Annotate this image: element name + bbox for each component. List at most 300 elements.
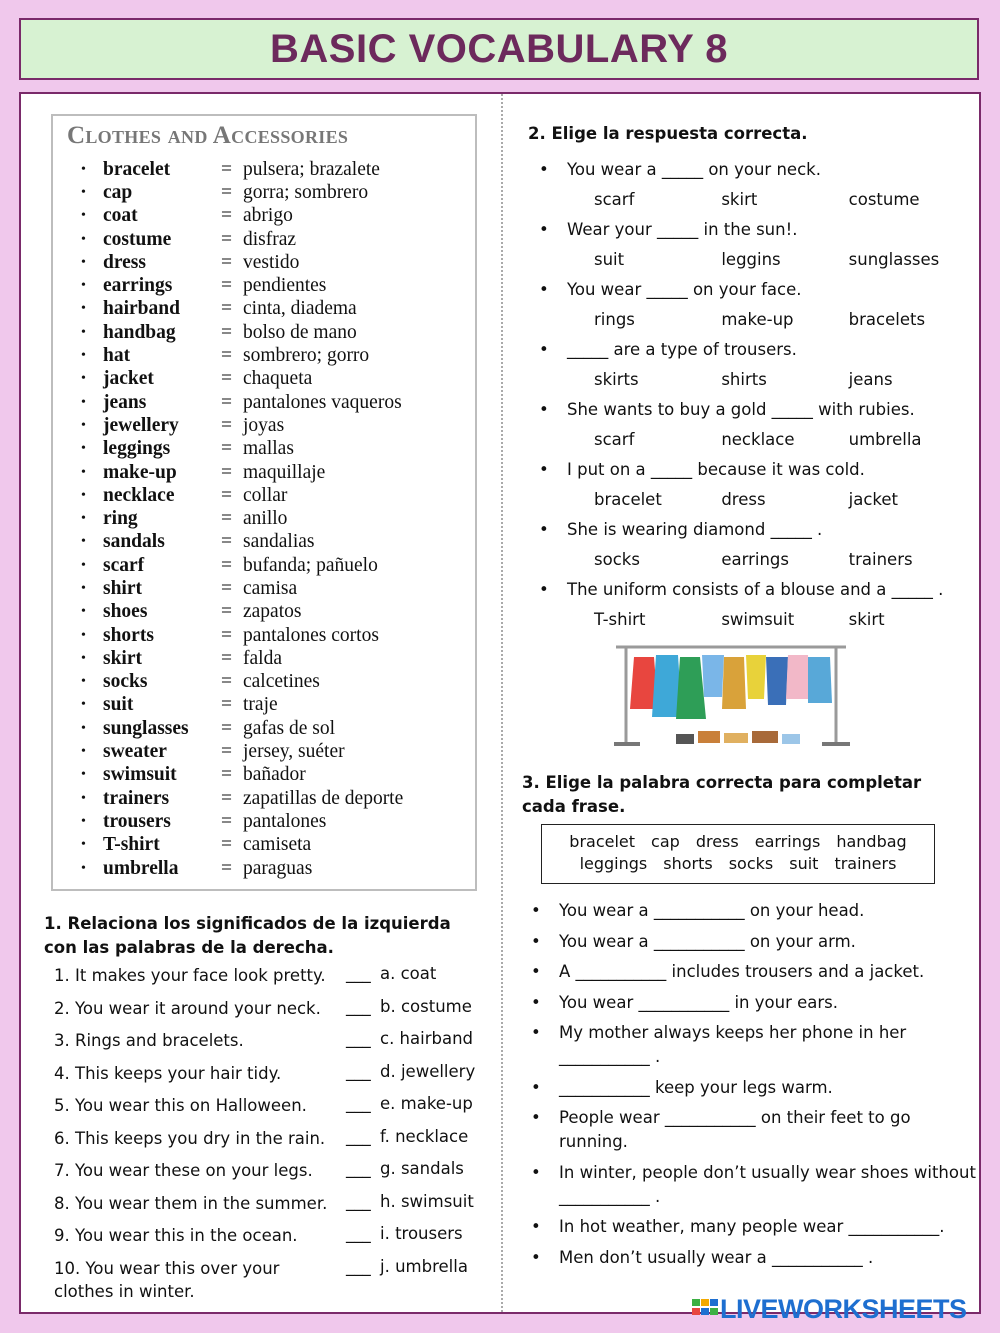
mc-options	[536, 604, 976, 634]
vocab-english: cap	[103, 181, 133, 203]
match-option: d. jewellery	[380, 1061, 476, 1081]
fill-in-text: In winter, people don’t usually wear shoes without ___________ .	[559, 1162, 976, 1206]
vocab-english: socks	[103, 671, 148, 693]
vocab-spanish: anillo	[243, 508, 288, 530]
mc-option[interactable]: jeans	[848, 369, 893, 389]
vocab-english: leggings	[103, 438, 171, 460]
vocabulary-box	[51, 114, 477, 891]
word-bank-word: handbag	[836, 832, 907, 851]
equals-sign: =	[221, 787, 232, 809]
match-question: 2. You wear it around your neck.	[54, 998, 321, 1018]
vocab-english: costume	[103, 228, 172, 250]
equals-sign: =	[221, 554, 232, 576]
match-answer-blank[interactable]: ___	[346, 1191, 371, 1211]
vocab-item	[81, 228, 403, 251]
vocab-item	[81, 274, 403, 297]
equals-sign: =	[221, 275, 232, 297]
mc-question	[536, 274, 976, 304]
mc-question-text: You wear _____ on your face.	[567, 279, 802, 299]
equals-sign: =	[221, 414, 232, 436]
bullet-icon: •	[81, 371, 86, 387]
vocab-english: skirt	[103, 647, 142, 669]
word-bank-word: trainers	[834, 854, 897, 873]
bullet-icon: •	[81, 487, 86, 503]
fill-in-item[interactable]	[531, 1246, 976, 1270]
mc-option[interactable]: shirts	[721, 369, 767, 389]
vocab-english: trousers	[103, 810, 171, 832]
vocab-english: scarf	[103, 554, 145, 576]
bullet-icon: •	[81, 744, 86, 760]
vocab-english: trainers	[103, 787, 170, 809]
vocab-spanish: pendientes	[243, 275, 327, 297]
vocab-english: hat	[103, 345, 131, 367]
mc-options	[536, 364, 976, 394]
vocab-english: jewellery	[103, 414, 179, 436]
fill-in-item[interactable]	[531, 899, 976, 923]
equals-sign: =	[221, 717, 232, 739]
fill-in-text: You wear a ___________ on your arm.	[559, 931, 856, 951]
vocab-item	[81, 461, 403, 484]
equals-sign: =	[221, 694, 232, 716]
bullet-icon: •	[531, 1108, 541, 1127]
vocab-item	[81, 321, 403, 344]
match-answer-blank[interactable]: ___	[346, 1061, 371, 1081]
vocab-item	[81, 577, 403, 600]
match-answer-blank[interactable]: ___	[346, 1094, 371, 1113]
bullet-icon: •	[81, 417, 86, 433]
vocab-item	[81, 344, 403, 367]
word-bank-word: suit	[789, 854, 819, 873]
vocab-spanish: zapatillas de deporte	[243, 787, 404, 809]
mc-option[interactable]: costume	[848, 189, 920, 209]
match-row	[54, 1127, 479, 1160]
vocab-english: ring	[103, 508, 138, 530]
vocab-item	[81, 694, 403, 717]
equals-sign: =	[221, 531, 232, 553]
vocab-item	[81, 391, 403, 414]
bullet-icon: •	[81, 511, 86, 527]
equals-sign: =	[221, 391, 232, 413]
bullet-icon: •	[81, 184, 86, 200]
mc-question-text: She wants to buy a gold _____ with rubies.	[567, 399, 915, 419]
equals-sign: =	[221, 810, 232, 832]
equals-sign: =	[221, 368, 232, 390]
vocab-item	[81, 205, 403, 228]
vocab-item	[81, 764, 403, 787]
mc-question	[536, 514, 976, 544]
bullet-icon: •	[81, 674, 86, 690]
mc-options	[536, 544, 976, 574]
match-answer-blank[interactable]: ___	[346, 1224, 371, 1243]
bullet-icon: •	[539, 279, 549, 299]
vocab-spanish: falda	[243, 647, 282, 669]
match-question: 7. You wear these on your legs.	[54, 1161, 313, 1180]
bullet-icon: •	[81, 161, 86, 177]
vocab-spanish: bolso de mano	[243, 321, 357, 343]
vocab-english: T-shirt	[103, 834, 160, 856]
match-answer-blank[interactable]: ___	[346, 1029, 371, 1048]
mc-question-text: The uniform consists of a blouse and a _____ .	[567, 579, 944, 599]
bullet-icon: •	[81, 301, 86, 317]
vocab-english: suit	[103, 694, 134, 716]
section3-title	[522, 771, 921, 819]
mc-question	[536, 454, 976, 484]
vocab-item	[81, 787, 403, 810]
vocab-spanish: gafas de sol	[243, 717, 336, 739]
vocab-english: bracelet	[103, 158, 171, 180]
vocab-item	[81, 298, 403, 321]
bullet-icon: •	[539, 399, 549, 419]
equals-sign: =	[221, 834, 232, 856]
vocab-spanish: paraguas	[243, 857, 313, 879]
fill-in-item[interactable]	[531, 1106, 976, 1154]
vocab-english: jeans	[103, 391, 147, 413]
mc-question	[536, 214, 976, 244]
mc-options	[536, 424, 976, 454]
fill-in-item[interactable]	[531, 991, 976, 1015]
vocab-item	[81, 740, 403, 763]
equals-sign: =	[221, 298, 232, 320]
vocab-item	[81, 484, 403, 507]
vocab-item	[81, 368, 403, 391]
bullet-icon: •	[531, 1023, 541, 1042]
vocab-item	[81, 717, 403, 740]
fill-in-item[interactable]	[531, 960, 976, 984]
match-row	[54, 1159, 479, 1192]
vocab-spanish: calcetines	[243, 671, 320, 693]
vocab-item	[81, 181, 403, 204]
logo-text: LIVEWORKSHEETS	[720, 1294, 967, 1324]
vocabulary-list	[81, 158, 403, 880]
vocab-english: coat	[103, 205, 138, 227]
equals-sign: =	[221, 577, 232, 599]
fill-in-item[interactable]	[531, 1215, 976, 1239]
equals-sign: =	[221, 484, 232, 506]
match-option: c. hairband	[380, 1029, 474, 1048]
vocab-item	[81, 251, 403, 274]
bullet-icon: •	[81, 464, 86, 480]
fill-in-text: People wear ___________ on their feet to go running.	[559, 1108, 911, 1151]
bullet-icon: •	[539, 219, 549, 239]
section1-title-line1: 1. Relaciona los significados de la izquierda	[44, 914, 451, 933]
vocab-spanish: bañador	[243, 764, 306, 786]
match-row	[54, 1256, 479, 1301]
vocab-english: hairband	[103, 298, 180, 320]
word-bank-word: bracelet	[569, 832, 636, 851]
match-option: b. costume	[380, 996, 472, 1016]
match-answer-blank[interactable]: ___	[346, 1126, 371, 1146]
mc-option[interactable]: make-up	[721, 309, 794, 329]
word-bank-row	[542, 831, 934, 853]
bullet-icon: •	[539, 579, 549, 599]
mc-question-text: You wear a _____ on your neck.	[567, 159, 821, 179]
mc-option[interactable]: scarf	[594, 429, 635, 449]
bullet-icon: •	[531, 1217, 541, 1236]
section1-title-line2: con las palabras de la derecha.	[44, 938, 334, 957]
vocab-item	[81, 531, 403, 554]
mc-options	[536, 304, 976, 334]
mc-option[interactable]: socks	[594, 549, 640, 569]
fill-in-text: You wear ___________ in your ears.	[559, 992, 838, 1012]
mc-option[interactable]: scarf	[594, 189, 635, 209]
vocab-spanish: camisa	[243, 577, 298, 599]
match-question: 4. This keeps your hair tidy.	[54, 1063, 282, 1083]
title-banner	[19, 18, 979, 80]
mc-option[interactable]: leggins	[721, 249, 781, 269]
match-question: 8. You wear them in the summer.	[54, 1193, 328, 1213]
bullet-icon: •	[81, 697, 86, 713]
bullet-icon: •	[81, 557, 86, 573]
word-bank-word: dress	[695, 832, 739, 851]
bullet-icon: •	[81, 441, 86, 457]
fill-in-text: You wear a ___________ on your head.	[559, 901, 865, 920]
vocab-spanish: mallas	[243, 438, 294, 460]
vocab-english: jacket	[103, 368, 154, 390]
vocab-english: sandals	[103, 531, 165, 553]
bullet-icon: •	[539, 519, 549, 539]
match-answer-blank[interactable]: ___	[346, 1256, 371, 1276]
vocab-english: sunglasses	[103, 717, 189, 739]
equals-sign: =	[221, 251, 232, 273]
vocab-spanish: jersey, suéter	[243, 741, 345, 763]
bullet-icon: •	[531, 1077, 541, 1097]
match-option: j. umbrella	[380, 1256, 468, 1276]
bullet-icon: •	[81, 348, 86, 364]
equals-sign: =	[221, 741, 232, 763]
vocab-spanish: collar	[243, 484, 288, 506]
bullet-icon: •	[81, 278, 86, 294]
fill-in-item[interactable]	[531, 930, 976, 954]
bullet-icon: •	[81, 394, 86, 410]
fill-in-text: My mother always keeps her phone in her ___________ .	[559, 1023, 907, 1066]
vocab-english: shoes	[103, 601, 148, 623]
mc-option[interactable]: skirts	[594, 369, 639, 389]
mc-question-text: She is wearing diamond _____ .	[567, 519, 823, 539]
vocab-english: handbag	[103, 321, 176, 343]
vocab-english: shorts	[103, 624, 154, 646]
mc-option[interactable]: dress	[721, 489, 766, 509]
word-bank-row	[542, 853, 934, 875]
vocab-spanish: camiseta	[243, 834, 312, 856]
vocab-spanish: pantalones cortos	[243, 624, 379, 646]
vocab-item	[81, 834, 403, 857]
bullet-icon: •	[531, 1247, 541, 1267]
column-divider	[501, 94, 503, 1312]
vocab-english: sweater	[103, 741, 167, 763]
mc-option[interactable]: umbrella	[848, 429, 922, 449]
mc-option[interactable]: jacket	[848, 489, 899, 509]
bullet-icon: •	[81, 813, 86, 829]
equals-sign: =	[221, 181, 232, 203]
word-bank-word: shorts	[663, 854, 713, 873]
vocab-spanish: zapatos	[243, 601, 302, 623]
vocab-item	[81, 507, 403, 530]
vocab-spanish: traje	[243, 694, 278, 716]
section3-title-line2: cada frase.	[522, 797, 626, 816]
match-row	[54, 964, 479, 997]
logo-blocks-icon	[692, 1297, 720, 1323]
mc-question	[536, 574, 976, 604]
equals-sign: =	[221, 601, 232, 623]
mc-option[interactable]: swimsuit	[721, 609, 795, 629]
bullet-icon: •	[539, 339, 549, 359]
bullet-icon: •	[531, 931, 541, 951]
vocab-spanish: abrigo	[243, 205, 293, 227]
match-question: 3. Rings and bracelets.	[54, 1031, 244, 1050]
match-question: 1. It makes your face look pretty.	[54, 966, 326, 985]
vocab-spanish: vestido	[243, 251, 300, 273]
bullet-icon: •	[81, 604, 86, 620]
equals-sign: =	[221, 624, 232, 646]
word-bank-word: earrings	[754, 832, 821, 851]
fill-in-text: A ___________ includes trousers and a jacket.	[559, 962, 925, 981]
bullet-icon: •	[531, 1162, 541, 1182]
vocab-english: necklace	[103, 484, 175, 506]
match-row	[54, 1029, 479, 1062]
match-answer-blank[interactable]: ___	[346, 996, 371, 1016]
worksheet	[19, 92, 981, 1314]
match-option: i. trousers	[380, 1224, 463, 1243]
match-question: 6. This keeps you dry in the rain.	[54, 1128, 326, 1148]
mc-question	[536, 394, 976, 424]
vocab-item	[81, 158, 403, 181]
mc-options	[536, 484, 976, 514]
fill-in-text: Men don’t usually wear a ___________ .	[559, 1247, 874, 1267]
mc-question-text: I put on a _____ because it was cold.	[567, 459, 865, 479]
bullet-icon: •	[531, 901, 541, 920]
mc-option[interactable]: suit	[594, 249, 625, 269]
vocab-item	[81, 414, 403, 437]
mc-option[interactable]: bracelets	[848, 309, 926, 329]
match-question: 9. You wear this in the ocean.	[54, 1226, 298, 1245]
match-question: 5. You wear this on Halloween.	[54, 1096, 307, 1115]
bullet-icon: •	[81, 534, 86, 550]
bullet-icon: •	[81, 627, 86, 643]
vocab-spanish: pantalones	[243, 810, 327, 832]
vocab-item	[81, 624, 403, 647]
bullet-icon: •	[81, 650, 86, 666]
mc-option[interactable]: bracelet	[594, 489, 662, 509]
mc-option[interactable]: necklace	[721, 429, 795, 449]
liveworksheets-logo[interactable]	[692, 1294, 967, 1325]
vocab-english: shirt	[103, 577, 142, 599]
vocab-item	[81, 601, 403, 624]
word-bank	[541, 824, 935, 884]
match-row	[54, 1224, 479, 1257]
page-title: BASIC VOCABULARY 8	[270, 26, 728, 71]
fill-in-item[interactable]	[531, 1161, 976, 1209]
equals-sign: =	[221, 228, 232, 250]
bullet-icon: •	[81, 208, 86, 224]
match-question: 10. You wear this over your clothes in winter.	[54, 1258, 280, 1301]
bullet-icon: •	[81, 254, 86, 270]
vocab-item	[81, 554, 403, 577]
equals-sign: =	[221, 205, 232, 227]
mc-option[interactable]: trainers	[848, 549, 913, 569]
bullet-icon: •	[81, 790, 86, 806]
vocab-english: swimsuit	[103, 764, 177, 786]
vocab-english: make-up	[103, 461, 177, 483]
mc-options	[536, 184, 976, 214]
bullet-icon: •	[539, 459, 549, 479]
bullet-icon: •	[539, 159, 549, 179]
match-row	[54, 997, 479, 1030]
match-row	[54, 1192, 479, 1225]
mc-question-text: Wear your _____ in the sun!.	[567, 219, 798, 239]
equals-sign: =	[221, 671, 232, 693]
mc-option[interactable]: T-shirt	[594, 609, 646, 629]
bullet-icon: •	[81, 767, 86, 783]
vocab-spanish: sandalias	[243, 531, 315, 553]
mc-question	[536, 154, 976, 184]
bullet-icon: •	[81, 324, 86, 340]
word-bank-word: socks	[728, 854, 774, 873]
equals-sign: =	[221, 321, 232, 343]
equals-sign: =	[221, 158, 232, 180]
bullet-icon: •	[531, 992, 541, 1012]
mc-option[interactable]: skirt	[721, 189, 758, 209]
equals-sign: =	[221, 857, 232, 879]
mc-options	[536, 244, 976, 274]
equals-sign: =	[221, 345, 232, 367]
mc-option[interactable]: rings	[594, 309, 635, 329]
equals-sign: =	[221, 647, 232, 669]
vocab-spanish: bufanda; pañuelo	[243, 554, 378, 576]
matching-exercise	[54, 964, 479, 1301]
mc-option[interactable]: sunglasses	[848, 249, 940, 269]
fill-in-exercise	[531, 899, 976, 1276]
match-option: h. swimsuit	[380, 1191, 474, 1211]
mc-option[interactable]: skirt	[848, 609, 885, 629]
vocab-spanish: disfraz	[243, 228, 297, 250]
match-option: e. make-up	[380, 1094, 473, 1113]
equals-sign: =	[221, 461, 232, 483]
word-bank-word: cap	[651, 832, 680, 851]
section1-title	[44, 912, 451, 960]
vocab-spanish: maquillaje	[243, 461, 326, 483]
match-option: a. coat	[380, 964, 437, 983]
section3-title-line1: 3. Elige la palabra correcta para completar	[522, 773, 922, 792]
bullet-icon: •	[81, 837, 86, 853]
vocab-item	[81, 671, 403, 694]
fill-in-text: ___________ keep your legs warm.	[559, 1077, 833, 1097]
match-row	[54, 1094, 479, 1127]
fill-in-text: In hot weather, many people wear ___________.	[559, 1217, 945, 1236]
section2-title: 2. Elige la respuesta correcta.	[528, 124, 808, 143]
match-row	[54, 1062, 479, 1095]
match-option: f. necklace	[380, 1126, 469, 1146]
bullet-icon: •	[81, 860, 86, 876]
vocab-spanish: cinta, diadema	[243, 298, 357, 320]
mc-option[interactable]: earrings	[721, 549, 789, 569]
multiple-choice-exercise	[536, 154, 976, 634]
match-answer-blank[interactable]: ___	[346, 964, 371, 983]
clothes-rack-illustration	[596, 639, 866, 754]
bullet-icon: •	[81, 720, 86, 736]
match-answer-blank[interactable]: ___	[346, 1159, 371, 1178]
fill-in-item[interactable]	[531, 1021, 976, 1069]
vocab-spanish: sombrero; gorro	[243, 345, 370, 367]
vocab-item	[81, 438, 403, 461]
vocab-item	[81, 810, 403, 833]
mc-question	[536, 334, 976, 364]
vocab-spanish: chaqueta	[243, 368, 313, 390]
vocab-spanish: pulsera; brazalete	[243, 158, 380, 180]
vocab-spanish: joyas	[243, 414, 285, 436]
fill-in-item[interactable]	[531, 1076, 976, 1100]
vocab-item	[81, 857, 403, 880]
mc-question-text: _____ are a type of trousers.	[567, 339, 797, 359]
